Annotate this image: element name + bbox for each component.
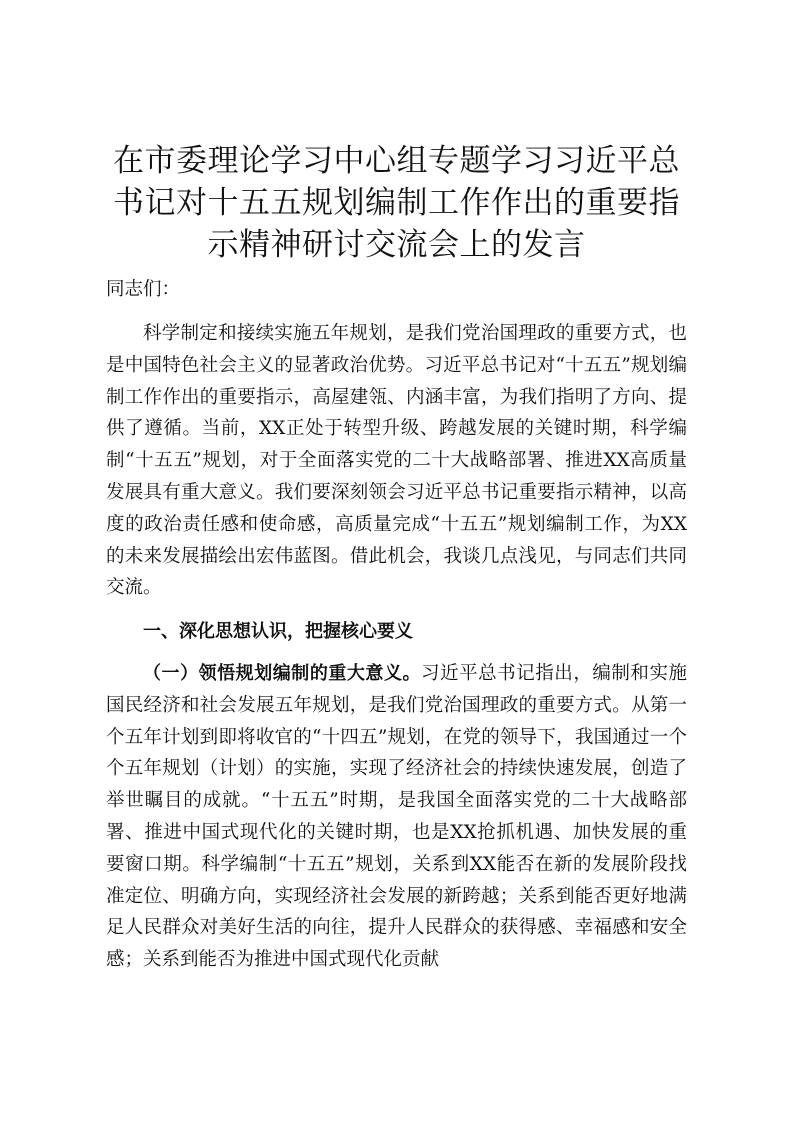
paragraph-subsection-1 (106, 658, 687, 976)
section-heading-1: 一、深化思想认识，把握核心要义 (143, 621, 413, 642)
paragraph-intro: 科学制定和接续实施五年规划，是我们党治国理政的重要方式，也是中国特色社会主义的显著政治优势。习近平总书记对“十五五”规划编制工作作出的重要指示，高屋建瓴、内涵丰富，为我们指明了方向、提供了遵循。当前，XX正处于转型升级、跨越发展的关键时期，科学编制“十五五”规划，对于全面落实党的二十大战略部署、推进XX高质量发展具有重大意义。我们要深刻领会习近平总书记重要指示精神，以高度的政治责任感和使命感，高质量完成“十五五”规划编制工作，为XX的未来发展描绘出宏伟蓝图。借此机会，我谈几点浅见，与同志们共同交流。 (106, 323, 687, 599)
subsection-lead: （一）领悟规划编制的重大意义。 (143, 663, 422, 684)
salutation: 同志们： (106, 279, 181, 300)
subsection-text: 习近平总书记指出，编制和实施国民经济和社会发展五年规划，是我们党治国理政的重要方式。从第一个五年计划到即将收官的“十四五”规划，在党的领导下，我国通过一个个五年规划（计划）的实施，实现了经济社会的持续快速发展，创造了举世瞩目的成就。“十五五”时期，是我国全面落实党的二十大战略部署、推进中国式现代化的关键时期，也是XX抢抓机遇、加快发展的重要窗口期。科学编制“十五五”规划，关系到XX能否在新的发展阶段找准定位、明确方向，实现经济社会发展的新跨越；关系到能否更好地满足人民群众对美好生活的向往，提升人民群众的获得感、幸福感和安全感；关系到能否为推进中国式现代化贡献 (106, 663, 687, 971)
document-title: 在市委理论学习中心组专题学习习近平总书记对十五五规划编制工作作出的重要指示精神研讨交流会上的发言 (113, 143, 680, 263)
